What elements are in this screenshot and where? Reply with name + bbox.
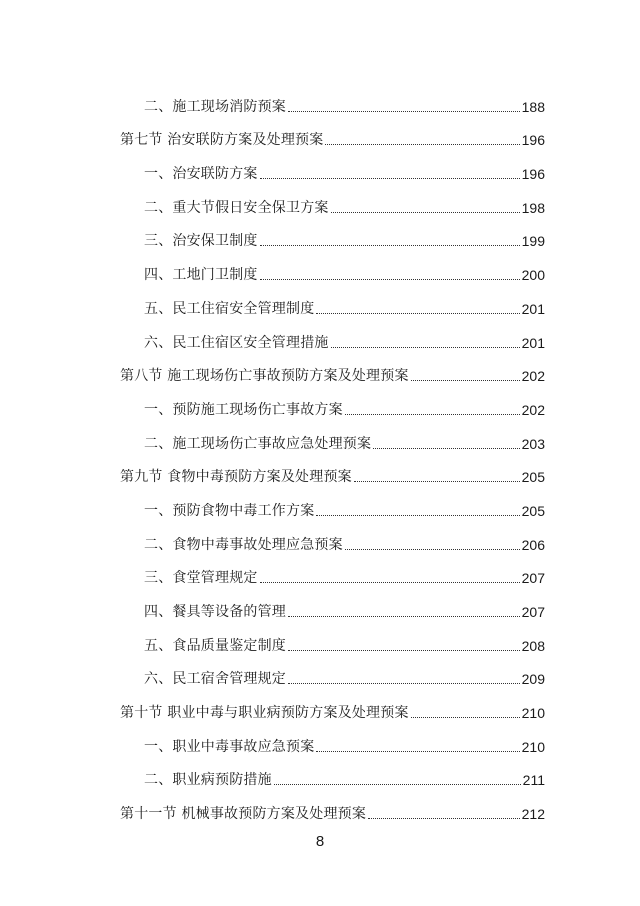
toc-subsection-entry[interactable]: [120, 621, 545, 655]
toc-subsection-entry[interactable]: [120, 554, 545, 588]
toc-dot-leader: [331, 347, 520, 348]
toc-entry-page-number: 198: [521, 199, 545, 216]
toc-subsection-entry[interactable]: [120, 587, 545, 621]
table-of-contents: [120, 82, 545, 823]
toc-dot-leader: [260, 178, 520, 179]
toc-entry-page-number: 202: [521, 401, 545, 418]
toc-subsection-entry[interactable]: [120, 217, 545, 251]
toc-subsection-entry[interactable]: [120, 655, 545, 689]
toc-subsection-entry[interactable]: [120, 250, 545, 284]
toc-entry-page-number: 199: [521, 233, 545, 250]
toc-entry-title: 第七节 治安联防方案及处理预案: [120, 132, 324, 149]
toc-entry-page-number: 210: [521, 705, 545, 722]
toc-entry-title: 第十一节 机械事故预防方案及处理预案: [120, 806, 367, 823]
toc-subsection-entry[interactable]: [120, 722, 545, 756]
toc-entry-page-number: 203: [521, 435, 545, 452]
toc-dot-leader: [368, 818, 520, 819]
toc-entry-title: 三、治安保卫制度: [144, 233, 258, 250]
toc-section-entry[interactable]: [120, 453, 545, 487]
toc-subsection-entry[interactable]: [120, 82, 545, 116]
toc-entry-page-number: 188: [521, 98, 545, 115]
toc-entry-page-number: 212: [521, 806, 545, 823]
toc-entry-page-number: 206: [521, 536, 545, 553]
toc-section-entry[interactable]: [120, 789, 545, 823]
toc-entry-title: 六、民工宿舍管理规定: [144, 671, 286, 688]
toc-subsection-entry[interactable]: [120, 385, 545, 419]
toc-entry-page-number: 208: [521, 637, 545, 654]
toc-dot-leader: [260, 245, 520, 246]
toc-entry-title: 一、职业中毒事故应急预案: [144, 738, 315, 755]
toc-entry-page-number: 201: [521, 334, 545, 351]
toc-dot-leader: [260, 279, 520, 280]
toc-dot-leader: [288, 616, 520, 617]
toc-entry-title: 一、预防施工现场伤亡事故方案: [144, 401, 343, 418]
toc-dot-leader: [345, 414, 520, 415]
toc-dot-leader: [316, 515, 519, 516]
toc-entry-title: 第九节 食物中毒预防方案及处理预案: [120, 469, 352, 486]
toc-entry-title: 四、餐具等设备的管理: [144, 604, 286, 620]
toc-entry-page-number: 205: [521, 469, 545, 486]
toc-entry-page-number: 202: [521, 368, 545, 385]
toc-subsection-entry[interactable]: [120, 183, 545, 217]
toc-entry-title: 五、食品质量鉴定制度: [144, 637, 286, 654]
toc-dot-leader: [373, 448, 519, 449]
toc-entry-page-number: 207: [521, 604, 545, 620]
toc-subsection-entry[interactable]: [120, 486, 545, 520]
toc-dot-leader: [288, 111, 520, 112]
toc-dot-leader: [316, 313, 519, 314]
page-number: 8: [315, 833, 325, 850]
toc-dot-leader: [288, 650, 520, 651]
toc-entry-page-number: 196: [521, 166, 545, 183]
toc-section-entry[interactable]: [120, 352, 545, 386]
toc-entry-page-number: 196: [521, 132, 545, 149]
toc-entry-title: 第八节 施工现场伤亡事故预防方案及处理预案: [120, 368, 409, 385]
toc-entry-page-number: 210: [521, 738, 545, 755]
toc-entry-page-number: 200: [521, 267, 545, 284]
toc-dot-leader: [331, 212, 520, 213]
toc-entry-title: 六、民工住宿区安全管理措施: [144, 334, 329, 351]
toc-dot-leader: [411, 380, 520, 381]
toc-entry-page-number: 205: [521, 502, 545, 519]
toc-dot-leader: [345, 549, 520, 550]
toc-dot-leader: [288, 683, 520, 684]
toc-entry-title: 第十节 职业中毒与职业病预防方案及处理预案: [120, 705, 409, 722]
toc-entry-title: 一、预防食物中毒工作方案: [144, 502, 315, 519]
toc-dot-leader: [260, 582, 520, 583]
toc-dot-leader: [325, 144, 519, 145]
toc-subsection-entry[interactable]: [120, 756, 545, 790]
toc-section-entry[interactable]: [120, 116, 545, 150]
toc-entry-title: 三、食堂管理规定: [144, 570, 258, 587]
toc-subsection-entry[interactable]: [120, 419, 545, 453]
toc-entry-title: 二、职业病预防措施: [144, 772, 272, 789]
toc-dot-leader: [411, 717, 520, 718]
toc-subsection-entry[interactable]: [120, 318, 545, 352]
toc-subsection-entry[interactable]: [120, 284, 545, 318]
toc-entry-title: 二、重大节假日安全保卫方案: [144, 199, 329, 216]
toc-dot-leader: [274, 784, 521, 785]
toc-entry-title: 五、民工住宿安全管理制度: [144, 300, 315, 317]
toc-dot-leader: [316, 751, 519, 752]
toc-entry-page-number: 209: [521, 671, 545, 688]
toc-dot-leader: [354, 481, 520, 482]
toc-entry-title: 二、食物中毒事故处理应急预案: [144, 536, 343, 553]
toc-subsection-entry[interactable]: [120, 149, 545, 183]
toc-entry-title: 一、治安联防方案: [144, 166, 258, 183]
toc-entry-title: 二、施工现场伤亡事故应急处理预案: [144, 435, 372, 452]
toc-entry-title: 四、工地门卫制度: [144, 267, 258, 284]
toc-section-entry[interactable]: [120, 688, 545, 722]
toc-subsection-entry[interactable]: [120, 520, 545, 554]
toc-entry-page-number: 207: [521, 570, 545, 587]
toc-entry-page-number: 201: [521, 300, 545, 317]
toc-entry-page-number: 211: [522, 772, 545, 789]
toc-entry-title: 二、施工现场消防预案: [144, 98, 286, 115]
